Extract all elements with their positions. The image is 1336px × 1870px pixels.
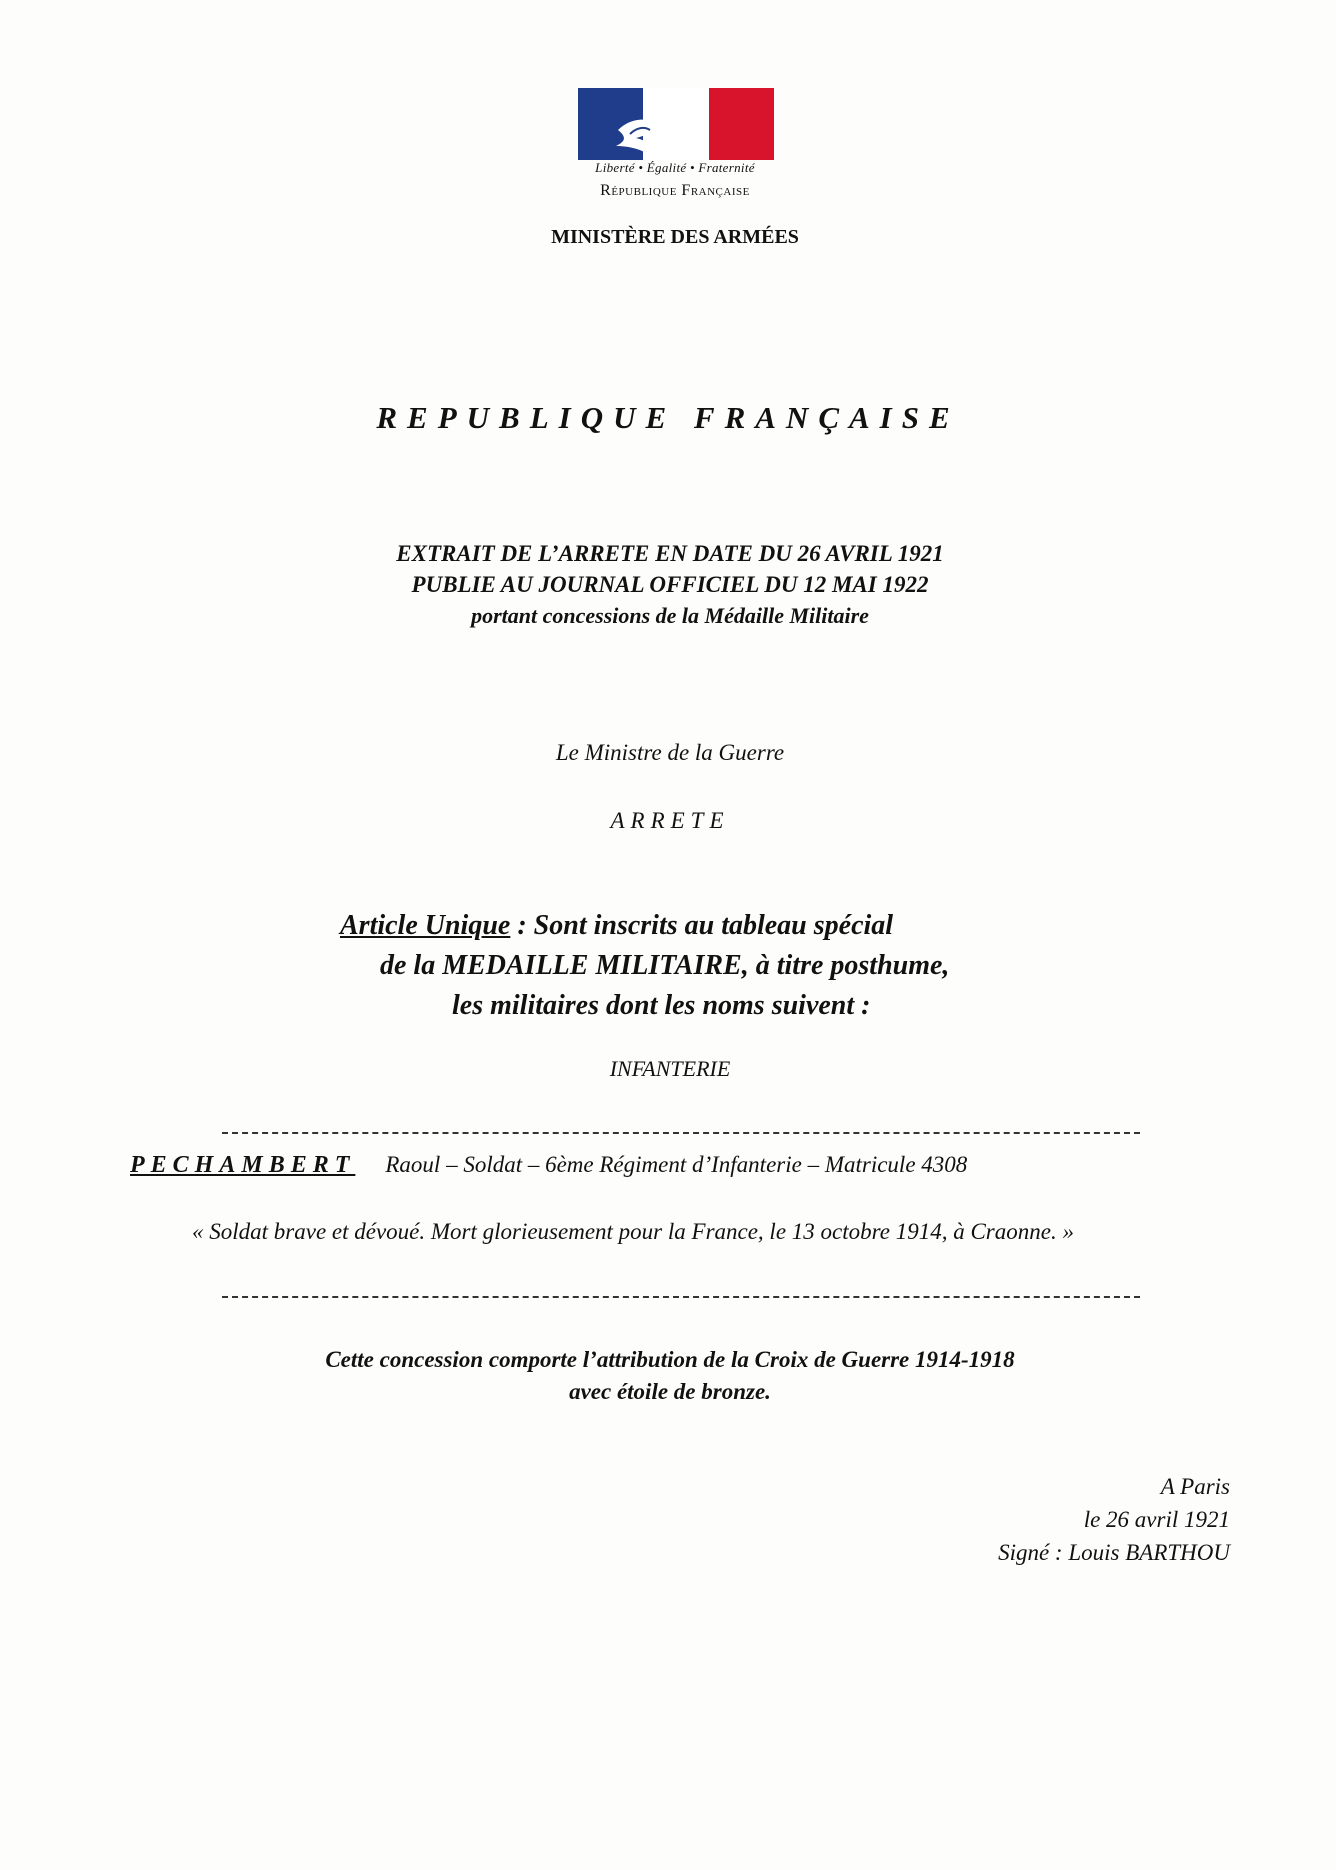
dashed-separator-bottom [222,1296,1140,1298]
extract-heading [240,538,1100,631]
article-line-3: les militaires dont les noms suivent : [452,990,871,1021]
entry-line [130,1152,1210,1179]
marianne-logo [578,88,774,160]
article-block [230,906,1110,1026]
article-line-2: de la MEDAILLE MILITAIRE, à titre posthume, [380,950,950,981]
signature-signed: Signé : Louis BARTHOU [998,1540,1230,1565]
ministry-name: MINISTÈRE DES ARMÉES [551,226,799,248]
dashed-separator-top [222,1132,1140,1134]
arrete-heading: ARRETE [610,808,730,833]
motto: Liberté • Égalité • Fraternité [595,160,755,175]
concession-line-2: avec étoile de bronze. [569,1379,771,1404]
signature-block [800,1470,1230,1569]
extract-line-3: portant concessions de la Médaille Militaire [471,603,869,628]
entry-citation: « Soldat brave et dévoué. Mort glorieusement pour la France, le 13 octobre 1914, à Craonne. » [192,1219,1074,1244]
document-title: REPUBLIQUE FRANÇAISE [376,400,960,435]
article-label: Article Unique [340,910,511,941]
minister-line: Le Ministre de la Guerre [555,740,785,765]
article-line-1-text: : Sont inscrits au tableau spécial [510,910,894,941]
article-line-1 [230,906,1110,946]
republic-caption: République Française [600,182,750,199]
concession-line-1: Cette concession comporte l’attribution de la Croix de Guerre 1914-1918 [325,1347,1015,1372]
extract-line-2: PUBLIE AU JOURNAL OFFICIEL DU 12 MAI 1922 [411,572,929,597]
branch-heading: INFANTERIE [609,1056,731,1081]
entry-surname: PECHAMBERT [130,1152,356,1178]
signature-date: le 26 avril 1921 [1083,1507,1230,1532]
concession-note [220,1344,1120,1408]
extract-line-1: EXTRAIT DE L’ARRETE EN DATE DU 26 AVRIL 1921 [396,541,944,566]
entry-details: Raoul – Soldat – 6ème Régiment d’Infanterie – Matricule 4308 [385,1152,968,1177]
signature-place: A Paris [1160,1474,1230,1499]
